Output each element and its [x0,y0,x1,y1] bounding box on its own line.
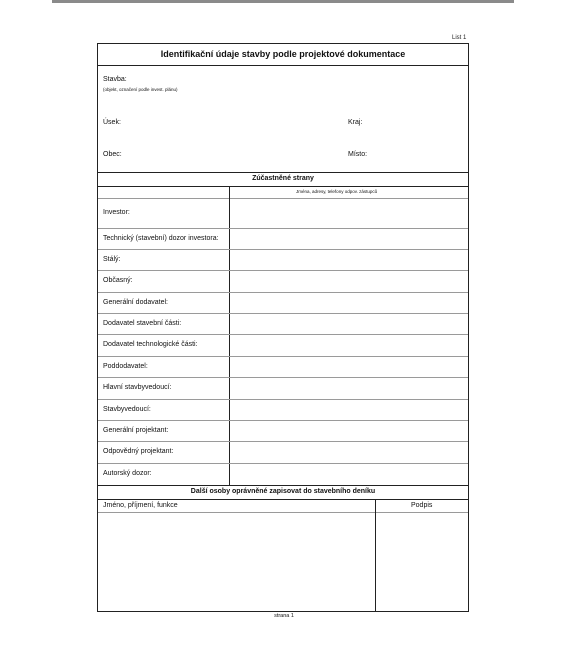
authorized-title: Další osoby oprávněné zapisovat do stavebního deníku [190,488,376,495]
party-row-label: Stálý: [103,255,121,263]
top-edge-bar [52,0,514,3]
party-row-divider [98,377,468,378]
misto-label: Místo: [348,151,368,158]
party-row-label: Hlavní stavbyvedoucí: [103,384,172,391]
party-row-label: Stavbyvedoucí: [103,405,151,413]
party-row-label: Investor: [103,209,130,216]
party-row-label: Technický (stavební) dozor investora: [103,234,219,242]
party-row-divider [98,270,468,271]
parties-title: Zúčastněné strany [252,175,314,182]
party-row-label: Generální dodavatel: [103,298,168,306]
usek-label: Úsek: [103,119,121,126]
party-row-label: Generální projektant: [103,426,169,434]
party-row-label: Dodavatel stavební části: [103,319,182,327]
party-row-label: Autorský dozor: [103,470,152,477]
party-row-divider [98,313,468,314]
kraj-label: Kraj: [348,119,363,126]
party-row-label: Poddodavatel: [103,362,148,370]
party-row-label: Odpovědný projektant: [103,448,174,455]
divider [98,499,468,500]
divider [98,198,468,199]
signature-column-divider [375,499,376,612]
divider [98,172,468,173]
divider [98,512,468,513]
party-row-divider [98,334,468,335]
page-number: strana 1 [274,613,294,619]
divider [98,485,468,486]
form-frame [97,43,469,612]
stavba-label: Stavba: [103,76,127,83]
sheet-label: List 1 [452,35,467,41]
party-row-label: Dodavatel technologické části: [103,341,198,348]
party-row-divider [98,399,468,400]
parties-column-header: Jména, adresy, telefony odpov. zástupců [296,189,378,194]
party-row-divider [98,228,468,229]
obec-label: Obec: [103,151,122,158]
stavba-hint: (objekt, označení podle invest. plánu) [103,87,178,92]
form-title: Identifikační údaje stavby podle projektové dokumentace [160,49,406,59]
authorized-signature-column: Podpis [411,502,433,509]
party-row-divider [98,441,468,442]
party-row-divider [98,356,468,357]
divider [98,65,468,66]
party-row-divider [98,249,468,250]
party-row-divider [98,420,468,421]
authorized-name-column: Jméno, příjmení, funkce [103,502,178,509]
party-row-divider [98,292,468,293]
party-row-divider [98,463,468,464]
divider [98,186,468,187]
party-row-label: Občasný: [103,277,133,284]
